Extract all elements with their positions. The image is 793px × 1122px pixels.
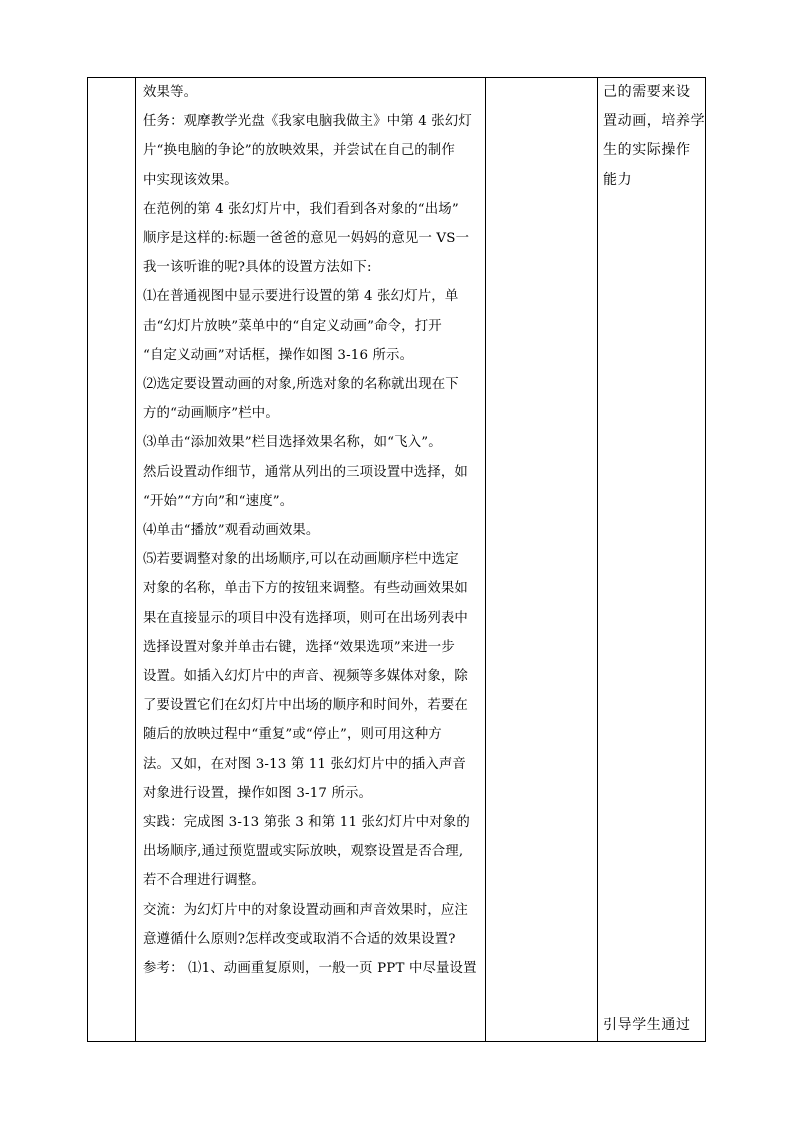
- text-line: 随后的放映过程中“重复”或“停止”，则可用这种方: [143, 727, 442, 743]
- text-line: 出场顺序,通过预览盟或实际放映，观察设置是否合理,: [143, 844, 464, 860]
- text-line: 实践：完成图 3-13 第张 3 和第 11 张幻灯片中对象的: [143, 815, 470, 831]
- text-line: ⑸若要调整对象的出场顺序,可以在动画顺序栏中选定: [143, 552, 459, 568]
- text-line: ⑴在普通视图中显示要进行设置的第 4 张幻灯片，单: [143, 289, 459, 305]
- text-line: ⑶单击“添加效果”栏目选择效果名称，如“飞入”。: [143, 435, 442, 451]
- empty-first-column: [88, 77, 135, 1042]
- text-line: 果在直接显示的项目中没有选择项，则可在出场列表中: [143, 610, 468, 626]
- teaching-content-cell: [136, 77, 485, 1042]
- text-line: 中实现该效果。: [143, 172, 238, 188]
- text-line: 对象进行设置，操作如图 3-17 所示。: [143, 785, 373, 801]
- text-line: 若不合理进行调整。: [143, 873, 265, 889]
- text-line: 顺序是这样的:标题一爸爸的意见一妈妈的意见一 VS一: [143, 231, 470, 247]
- text-line: 生的实际操作: [603, 142, 691, 159]
- text-line: 法。又如，在对图 3-13 第 11 张幻灯片中的插入声音: [143, 756, 466, 772]
- text-line: 交流：为幻灯片中的对象设置动画和声音效果时，应注: [143, 902, 468, 918]
- text-line: 己的需要来设: [603, 84, 691, 100]
- text-line: 片“换电脑的争论”的放映效果，并尝试在自己的制作: [143, 143, 455, 159]
- text-line: ⑵选定要设置动画的对象,所选对象的名称就出现在下: [143, 377, 459, 393]
- teaching-content-lines: [143, 77, 485, 983]
- text-line: 然后设置动作细节，通常从列出的三项设置中选择，如: [143, 464, 468, 480]
- text-line: 击“幻灯片放映”菜单中的“自定义动画”命令，打开: [143, 318, 442, 334]
- text-line: 方的“动画顺序”栏中。: [143, 406, 279, 422]
- text-line: 任务：观摩教学光盘《我家电脑我做主》中第 4 张幻灯: [143, 114, 472, 130]
- lesson-table: [87, 77, 706, 1042]
- design-intent-bottom-line: 引导学生通过: [603, 1017, 691, 1033]
- text-line: 意遵循什么原则?怎样改变或取消不合适的效果设置?: [143, 931, 456, 947]
- text-line: 对象的名称，单击下方的按钮来调整。有些动画效果如: [143, 581, 468, 597]
- text-line: 在范例的第 4 张幻灯片中，我们看到各对象的“出场”: [143, 201, 459, 217]
- text-line: “开始”“方向”和“速度”。: [143, 493, 294, 509]
- text-line: ⑷单击“播放”观看动画效果。: [143, 523, 320, 539]
- text-line: 我一该听谁的呢?具体的设置方法如下:: [143, 260, 372, 276]
- text-line: 能力: [603, 171, 633, 188]
- text-line: 参考： ⑴1、动画重复原则，一般一页 PPT 中尽量设置: [143, 961, 477, 977]
- text-line: 设置。如插入幻灯片中的声音、视频等多媒体对象，除: [143, 669, 468, 685]
- text-line: “自定义动画”对话框，操作如图 3-16 所示。: [143, 347, 414, 363]
- empty-third-column: [486, 77, 597, 1042]
- text-line: 置动画，培养学: [603, 113, 706, 130]
- text-line: 效果等。: [143, 85, 198, 100]
- design-intent-cell: [598, 77, 706, 1042]
- text-line: 了要设置它们在幻灯片中出场的顺序和时间外，若要在: [143, 698, 468, 714]
- design-intent-lines: [603, 77, 706, 195]
- text-line: 选择设置对象并单击右键，选择“效果选项”来进一步: [143, 639, 455, 655]
